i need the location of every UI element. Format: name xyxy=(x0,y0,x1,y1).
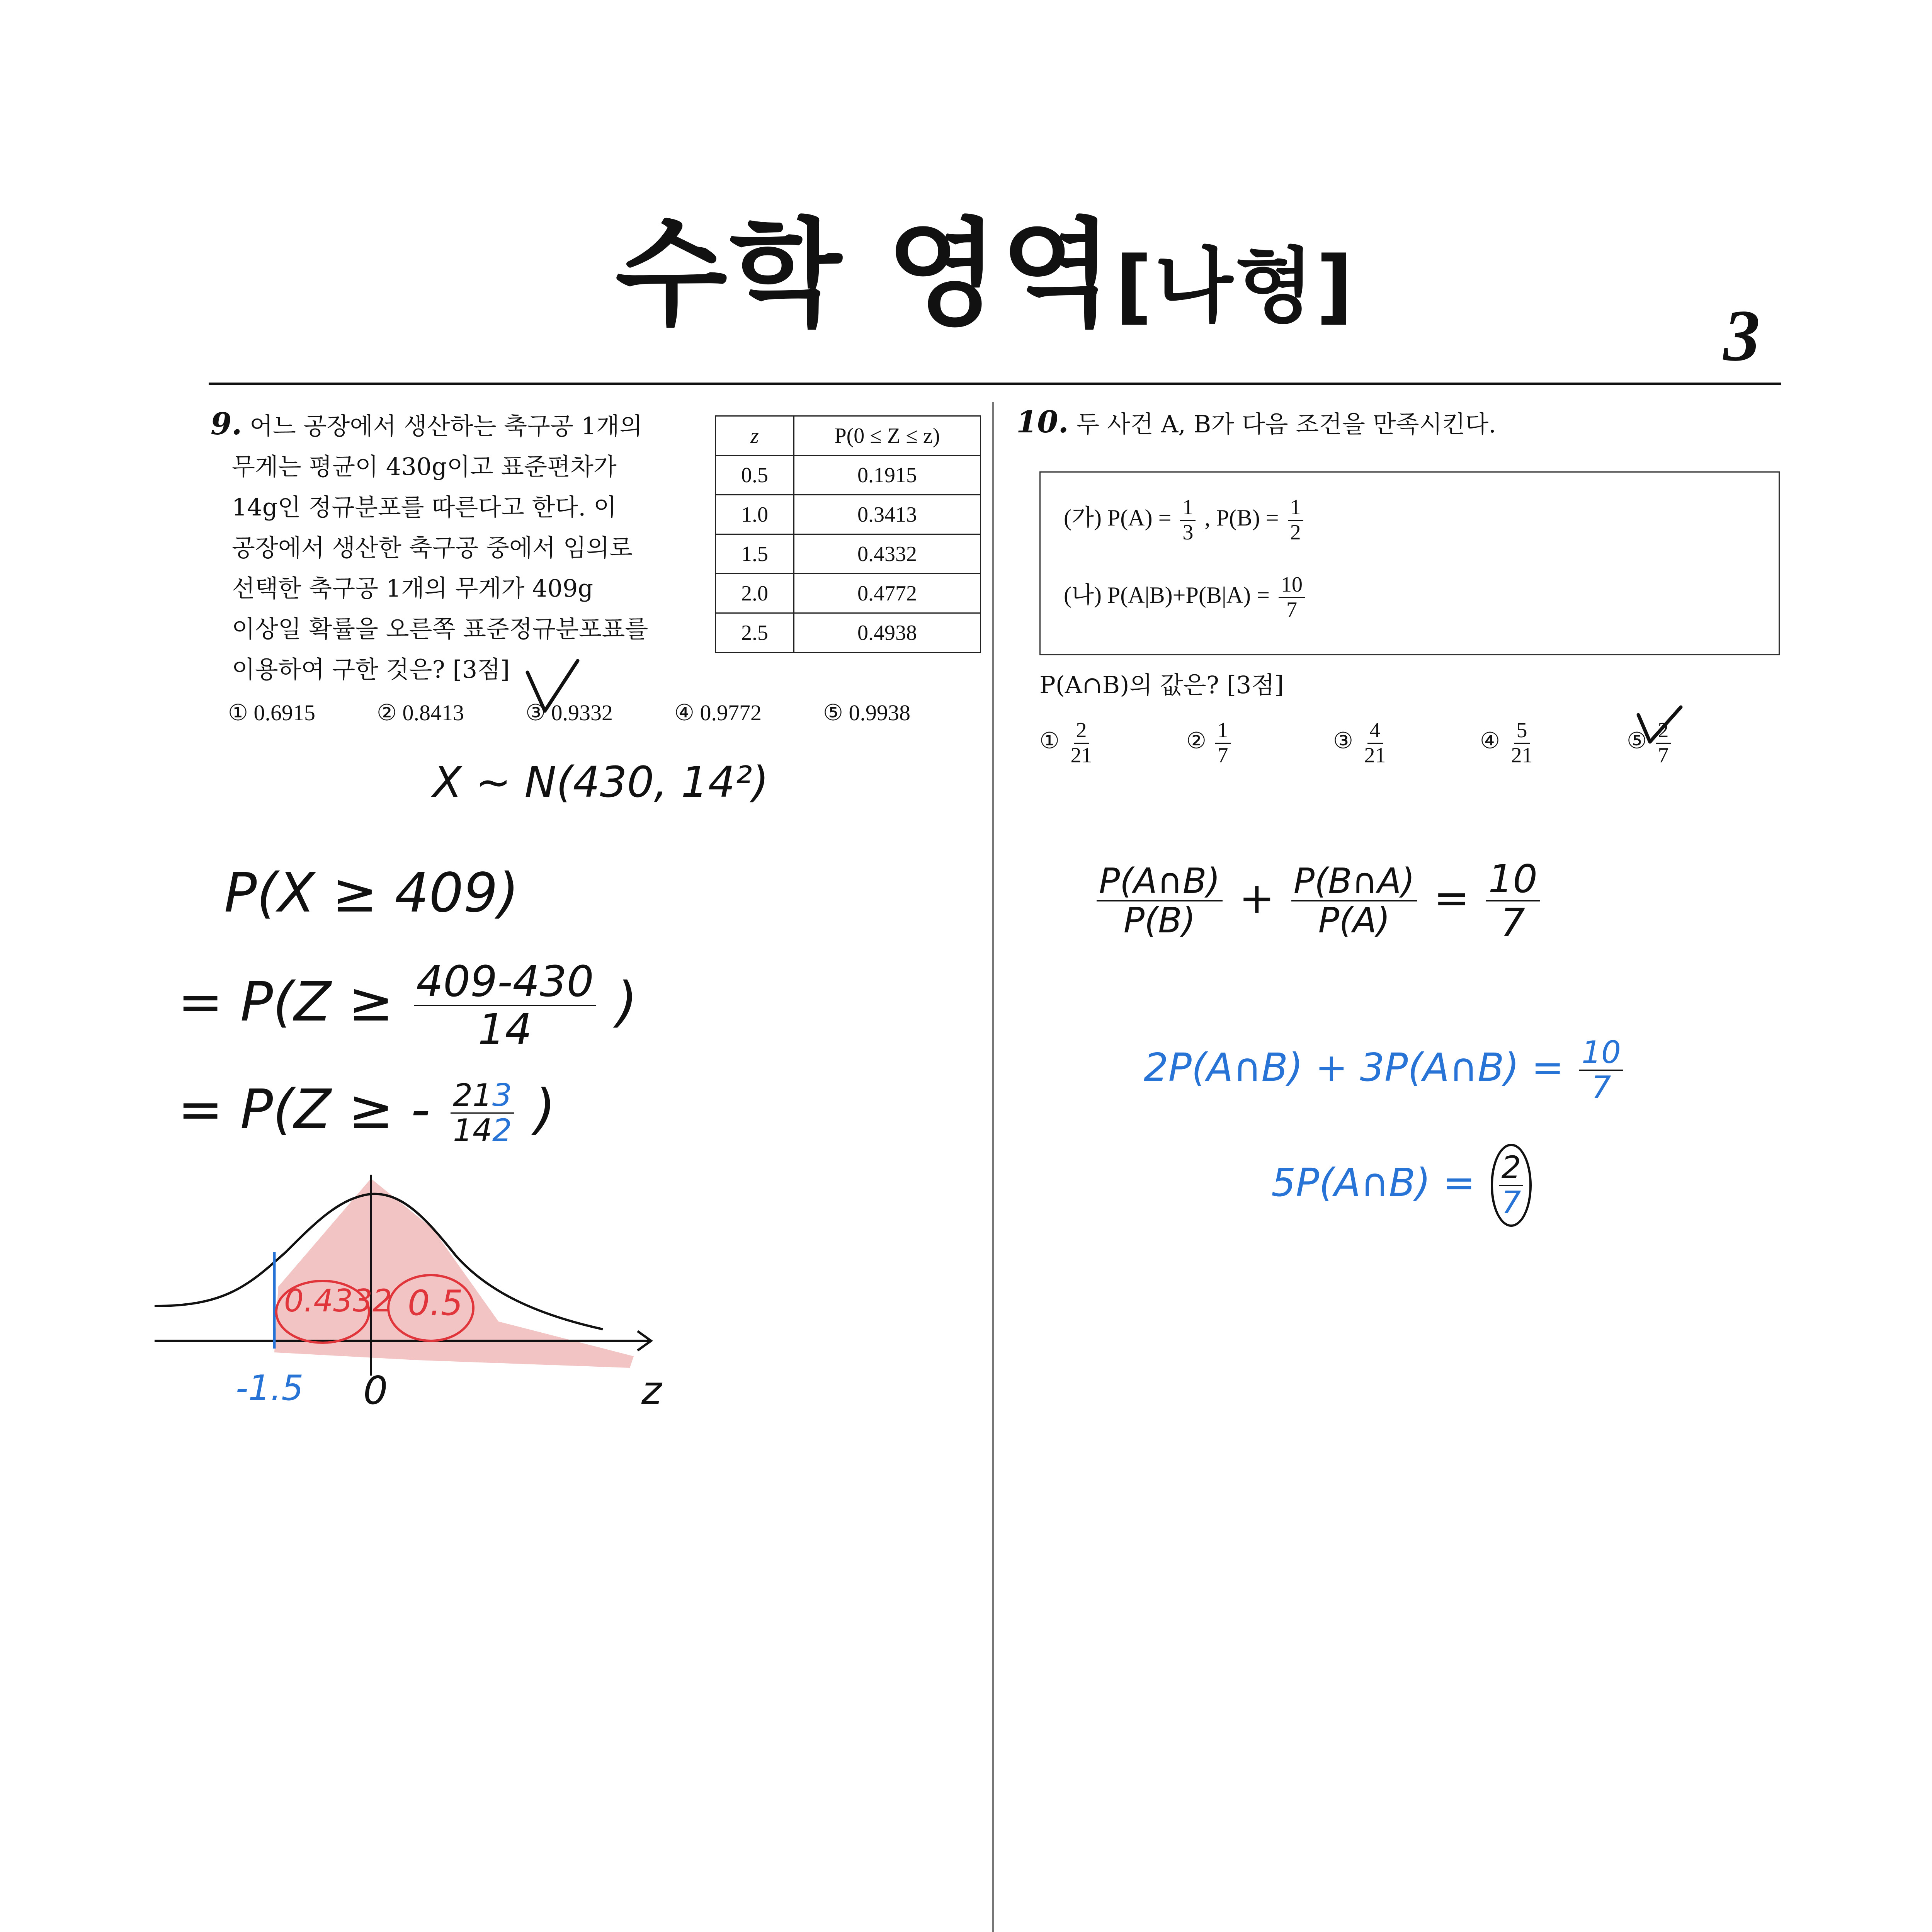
circled-answer: $\frac{2}{7}$ xyxy=(1491,1144,1532,1227)
title-sub: [나형] xyxy=(1115,239,1355,333)
q9-line: 이상일 확률을 오른쪽 표준정규분포표를 xyxy=(232,615,648,643)
hand-prob-line3: = P(Z ≥ - $\frac{213}{142}$ ) xyxy=(178,1077,556,1148)
question-number: 10. xyxy=(1016,405,1069,440)
page-number: 3 xyxy=(1723,295,1760,376)
cond-a-label: (가) xyxy=(1064,505,1102,531)
table-header-row xyxy=(716,416,981,456)
question-number: 9. xyxy=(211,406,242,442)
table-row xyxy=(716,456,981,495)
page-title xyxy=(0,207,1932,342)
table-cell-p: 0.4938 xyxy=(794,613,981,653)
hand-axis-neg: -1.5 xyxy=(236,1368,304,1408)
table-row xyxy=(716,613,981,653)
choice-1[interactable]: ① 0.6915 xyxy=(228,700,315,725)
table-cell-z: 1.0 xyxy=(716,495,794,534)
q9-line: 선택한 축구공 1개의 무게가 409g xyxy=(232,574,594,602)
cond-b-expr: P(A|B)+P(B|A) = xyxy=(1107,582,1270,608)
table-cell-z: 2.0 xyxy=(716,574,794,613)
conditions-box xyxy=(1039,471,1780,655)
hand-blue-2: 2 xyxy=(492,1112,512,1148)
standard-normal-table xyxy=(715,415,981,653)
table-row xyxy=(716,534,981,574)
question-9 xyxy=(211,404,713,690)
title-main: 수학 영역 xyxy=(615,207,1115,342)
table-cell-p: 0.4772 xyxy=(794,574,981,613)
condition-a xyxy=(1064,496,1306,544)
q9-line: 공장에서 생산한 축구공 중에서 임의로 xyxy=(232,534,633,562)
hand-distribution: X ~ N(430, 14²) xyxy=(433,757,769,807)
checkmark-icon xyxy=(1634,703,1685,750)
choice-5[interactable]: ⑤ 0.9938 xyxy=(823,700,910,725)
hand-area-left: 0.4332 xyxy=(284,1283,392,1319)
table-header-z: z xyxy=(716,416,794,456)
choice-3[interactable]: ③ $\frac{4}{21}$ xyxy=(1333,718,1386,767)
header-rule xyxy=(209,383,1781,385)
q9-line: 14g인 정규분포를 따른다고 한다. 이 xyxy=(232,493,617,521)
hand-blue-3: 3 xyxy=(492,1077,512,1113)
condition-b xyxy=(1064,573,1308,622)
choice-1[interactable]: ① $\frac{2}{21}$ xyxy=(1039,718,1092,767)
cond-a-pa: P(A) = xyxy=(1107,505,1172,531)
q10-question: P(A∩B)의 값은? [3점] xyxy=(1039,671,1284,699)
column-divider xyxy=(992,402,994,1932)
q9-line: 무게는 평균이 430g이고 표준편차가 xyxy=(232,452,617,481)
choice-2[interactable]: ② $\frac{1}{7}$ xyxy=(1186,719,1234,767)
choice-3[interactable]: ③ 0.9332 xyxy=(526,700,613,725)
hand-prob-line1: P(X ≥ 409) xyxy=(224,862,519,925)
hand-axis-zero: 0 xyxy=(363,1368,388,1413)
table-cell-p: 0.3413 xyxy=(794,495,981,534)
checkmark-icon xyxy=(522,657,583,719)
fraction-one-third: $\frac{1}{3}$ xyxy=(1180,496,1196,544)
choice-4[interactable]: ④ $\frac{5}{21}$ xyxy=(1480,718,1533,767)
table-cell-p: 0.1915 xyxy=(794,456,981,495)
table-cell-z: 1.5 xyxy=(716,534,794,574)
q9-line: 이용하여 구한 것은? [3점] xyxy=(232,655,510,684)
choice-2[interactable]: ② 0.8413 xyxy=(377,700,464,725)
hand-prob-line2: = P(Z ≥ $\frac{409-430}{14}$ ) xyxy=(178,957,638,1054)
q10-text: 두 사건 A, B가 다음 조건을 만족시킨다. xyxy=(1076,410,1496,438)
choice-5[interactable]: ⑤ $\frac{2}{7}$ xyxy=(1627,719,1674,767)
table-row xyxy=(716,495,981,534)
table-cell-z: 0.5 xyxy=(716,456,794,495)
table-cell-z: 2.5 xyxy=(716,613,794,653)
fraction-ten-sevenths: $\frac{10}{7}$ xyxy=(1279,573,1305,622)
fraction-one-half: $\frac{1}{2}$ xyxy=(1288,496,1303,544)
cond-a-pb: , P(B) = xyxy=(1204,505,1279,531)
table-header-p: P(0 ≤ Z ≤ z) xyxy=(794,416,981,456)
hand-area-right: 0.5 xyxy=(408,1283,463,1323)
hand-q10-line1: $\frac{P(A\cap B)}{P(B)}$ + $\frac{P(B\cap A)}{P(A)}$ = $\frac{10}{7}$ xyxy=(1094,858,1543,944)
hand-axis-z: z xyxy=(641,1368,662,1413)
question-10 xyxy=(1016,402,1750,444)
table-row xyxy=(716,574,981,613)
choice-4[interactable]: ④ 0.9772 xyxy=(674,700,762,725)
hand-q10-line2: 2P(A∩B) + 3P(A∩B) = $\frac{10}{7}$ xyxy=(1144,1036,1626,1105)
q9-choices xyxy=(228,699,981,730)
red-highlight xyxy=(274,1179,634,1368)
hand-q10-line3: 5P(A∩B) = $\frac{2}{7}$ xyxy=(1271,1144,1535,1227)
table-cell-p: 0.4332 xyxy=(794,534,981,574)
q9-line: 어느 공장에서 생산하는 축구공 1개의 xyxy=(250,412,643,440)
cond-b-label: (나) xyxy=(1064,582,1102,608)
